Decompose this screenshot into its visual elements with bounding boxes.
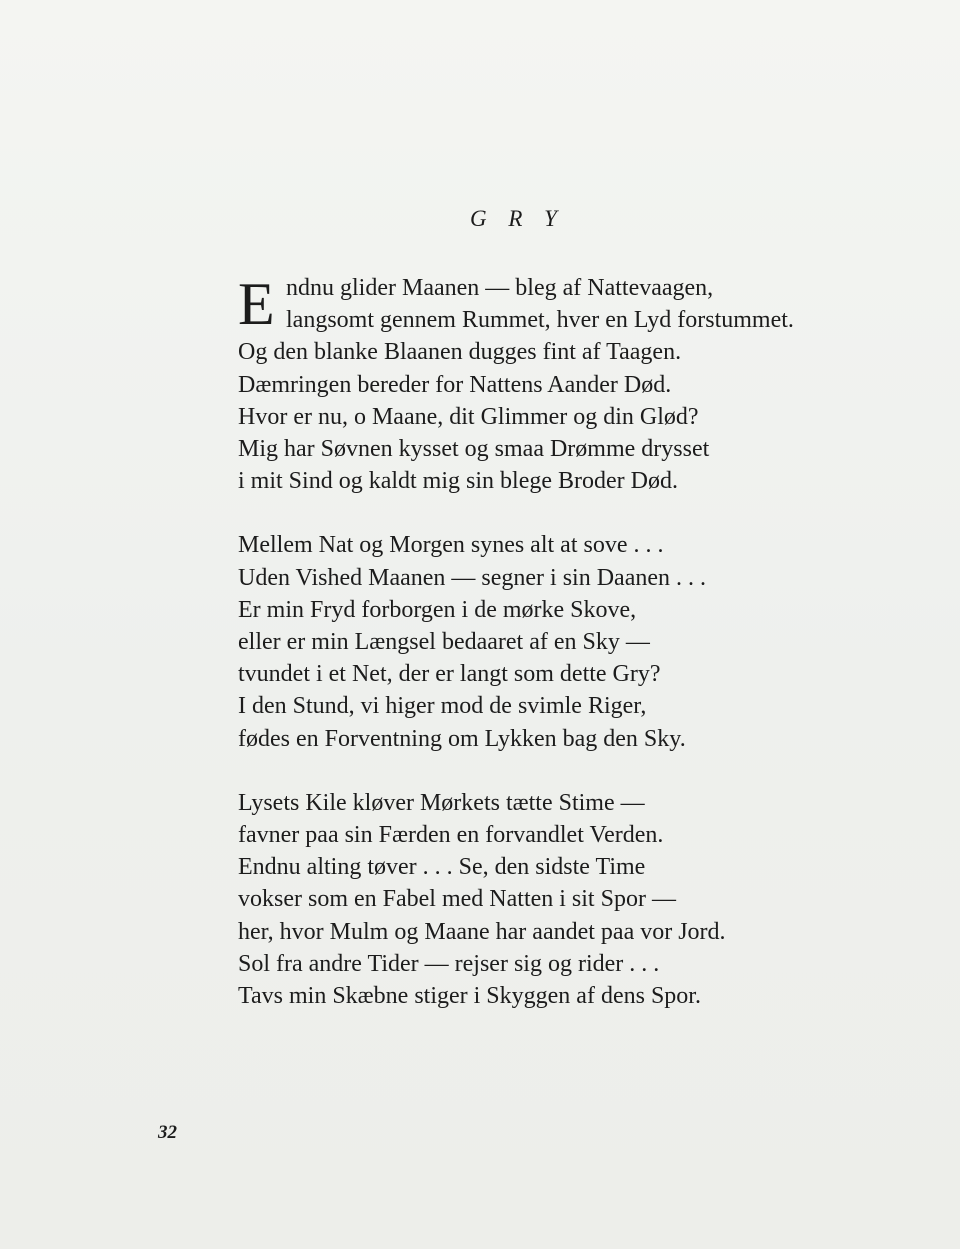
stanza-2 [238,529,838,754]
poem-line: her, hvor Mulm og Maane har aandet paa vor Jord. [238,918,726,945]
poem-line: Uden Vished Maanen — segner i sin Daanen . . . [238,564,706,591]
poem-body [238,272,838,1044]
stanza-1 [238,272,838,497]
poem-line: tvundet i et Net, der er langt som dette Gry? [238,661,661,688]
poem-line: I den Stund, vi higer mod de svimle Riger, [238,693,647,720]
poem-line: Tavs min Skæbne stiger i Skyggen af dens Spor. [238,983,701,1010]
poem-line-text: ndnu glider Maanen — bleg af Nattevaagen, [286,275,714,301]
poem-line: fødes en Forventning om Lykken bag den Sky. [238,725,686,752]
poem-line: Mig har Søvnen kysset og smaa Drømme drysset [238,436,710,462]
poem-line: Og den blanke Blaanen dugges fint af Taagen. [238,339,682,366]
poem-line: langsomt gennem Rummet, hver en Lyd forstummet. [286,307,794,334]
poem-title: G R Y [470,206,565,231]
stanza-3 [238,787,838,1012]
poem-line: Sol fra andre Tider — rejser sig og rider . . . [238,950,660,977]
poem-line: eller er min Længsel bedaaret af en Sky — [238,629,650,656]
poem-line: Dæmringen bereder for Nattens Aander Død. [238,371,672,398]
poem-line: Mellem Nat og Morgen synes alt at sove . . . [238,532,664,559]
page-number: 32 [158,1122,177,1143]
poem-line: Lysets Kile kløver Mørkets tætte Stime — [238,789,645,816]
poem-line: Hvor er nu, o Maane, dit Glimmer og din Glød? [238,403,699,430]
poem-line: favner paa sin Færden en forvandlet Verden. [238,822,664,849]
drop-cap: E [238,271,275,337]
poem-line: Er min Fryd forborgen i de mørke Skove, [238,596,637,623]
poem-line: Endnu alting tøver . . . Se, den sidste Time [238,854,646,881]
poem-line: vokser som en Fabel med Natten i sit Spor — [238,886,676,913]
poem-line: i mit Sind og kaldt mig sin blege Broder Død. [238,468,678,495]
